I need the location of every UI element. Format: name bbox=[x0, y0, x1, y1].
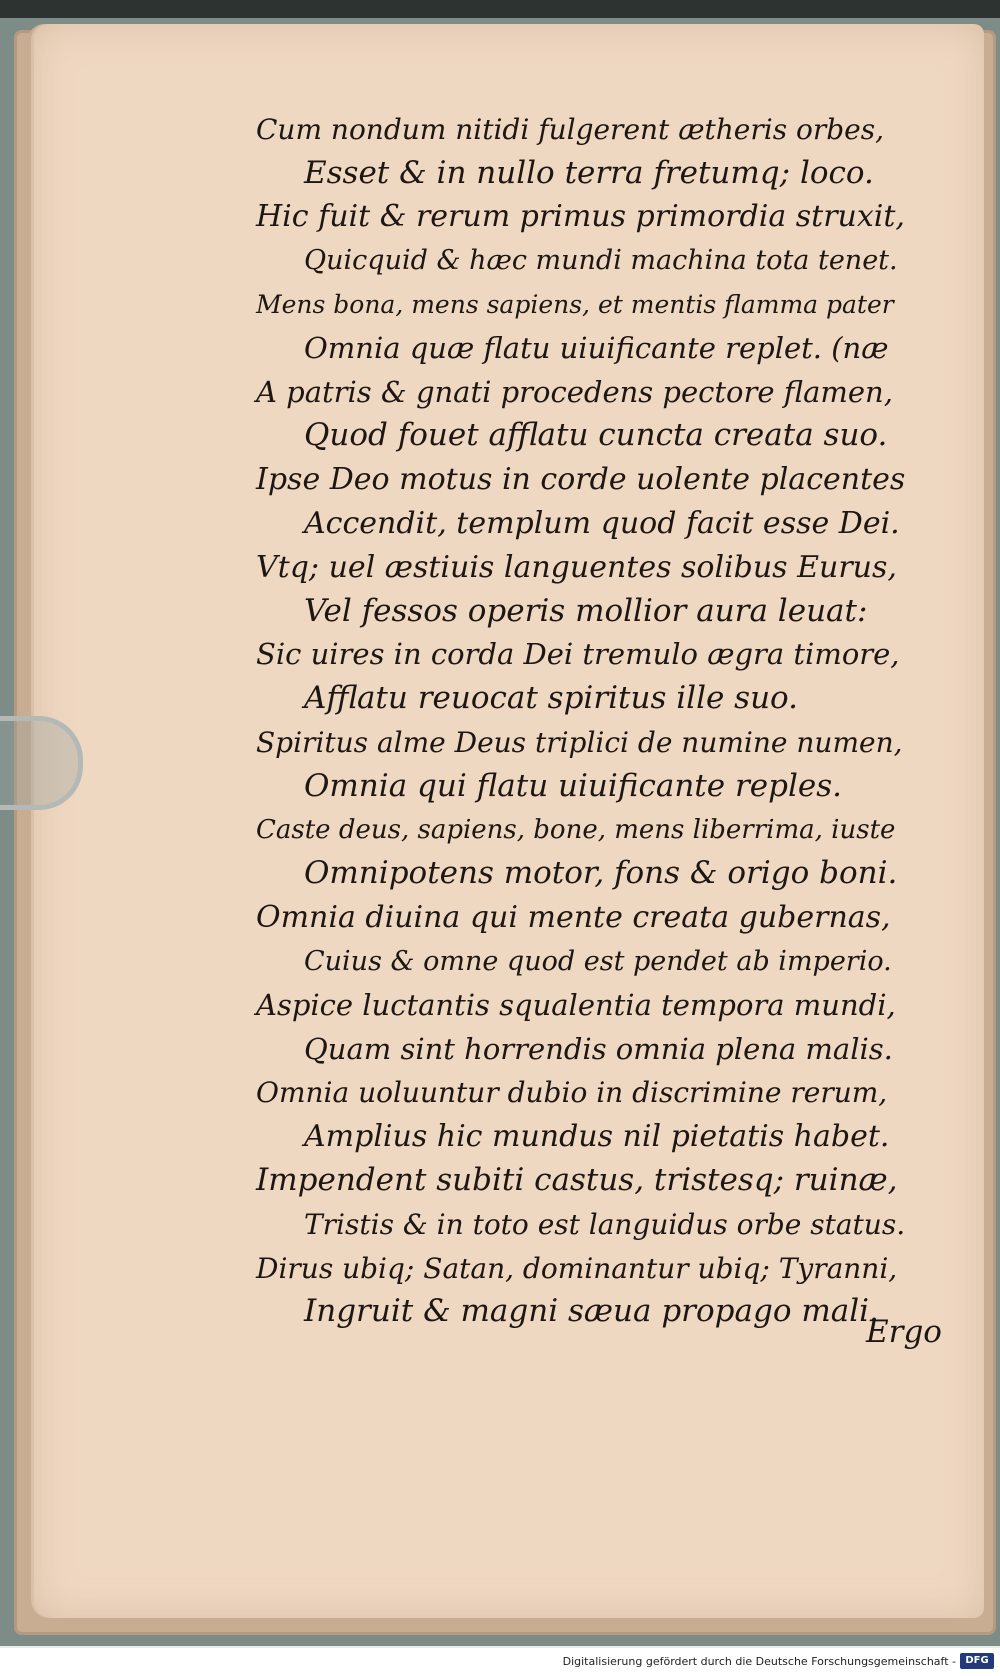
footer-credit: Digitalisierung gefördert durch die Deutsche Forschungsgemeinschaft - bbox=[562, 1655, 956, 1668]
verse-line-25: Impendent subiti castus, tristesq; ruinæ, bbox=[256, 1162, 898, 1198]
verse-line-5: Mens bona, mens sapiens, et mentis flamma pater bbox=[256, 290, 894, 319]
verse-line-13: Sic uires in corda Dei tremulo ægra timore, bbox=[256, 637, 900, 671]
verse-line-26: Tristis & in toto est languidus orbe status. bbox=[304, 1208, 906, 1241]
verse-line-4: Quicquid & hæc mundi machina tota tenet. bbox=[304, 245, 898, 276]
verse-line-16: Omnia qui flatu uiuificante reples. bbox=[304, 768, 842, 804]
verse-line-20: Cuius & omne quod est pendet ab imperio. bbox=[304, 946, 892, 977]
verse-line-14: Afflatu reuocat spiritus ille suo. bbox=[304, 680, 799, 716]
verse-line-12: Vel fessos operis mollior aura leuat: bbox=[304, 593, 868, 629]
verse-line-22: Quam sint horrendis omnia plena malis. bbox=[304, 1032, 893, 1066]
verse-line-2: Esset & in nullo terra fretumq; loco. bbox=[304, 155, 874, 191]
verse-line-10: Accendit, templum quod facit esse Dei. bbox=[304, 506, 900, 541]
verse-line-3: Hic fuit & rerum primus primordia struxit, bbox=[256, 199, 905, 234]
verse-line-27: Dirus ubiq; Satan, dominantur ubiq; Tyranni, bbox=[256, 1252, 898, 1285]
verse-line-21: Aspice luctantis squalentia tempora mundi, bbox=[256, 988, 896, 1022]
catchword: Ergo bbox=[866, 1314, 942, 1350]
verse-line-24: Amplius hic mundus nil pietatis habet. bbox=[304, 1119, 890, 1154]
verse-line-8: Quod fouet afflatu cuncta creata suo. bbox=[304, 417, 888, 453]
verse-line-28: Ingruit & magni sæua propago mali. bbox=[304, 1293, 879, 1329]
verse-line-19: Omnia diuina qui mente creata gubernas, bbox=[256, 900, 891, 935]
digitization-footer bbox=[0, 1648, 1000, 1676]
verse-line-9: Ipse Deo motus in corde uolente placentes bbox=[256, 462, 906, 497]
verse-line-11: Vtq; uel æstiuis languentes solibus Eurus, bbox=[256, 550, 897, 585]
verse-line-15: Spiritus alme Deus triplici de numine numen, bbox=[256, 726, 903, 759]
verse-line-6: Omnia quæ flatu uiuificante replet. (næ bbox=[304, 331, 889, 365]
verse-line-23: Omnia uoluuntur dubio in discrimine rerum, bbox=[256, 1076, 888, 1109]
verse-line-7: A patris & gnati procedens pectore flamen, bbox=[256, 375, 893, 409]
verse-line-18: Omnipotens motor, fons & origo boni. bbox=[304, 855, 898, 891]
verse-line-1: Cum nondum nitidi fulgerent ætheris orbes, bbox=[256, 113, 884, 146]
dfg-logo[interactable]: DFG bbox=[960, 1653, 994, 1669]
verse-line-17: Caste deus, sapiens, bone, mens liberrima, iuste bbox=[256, 815, 896, 845]
